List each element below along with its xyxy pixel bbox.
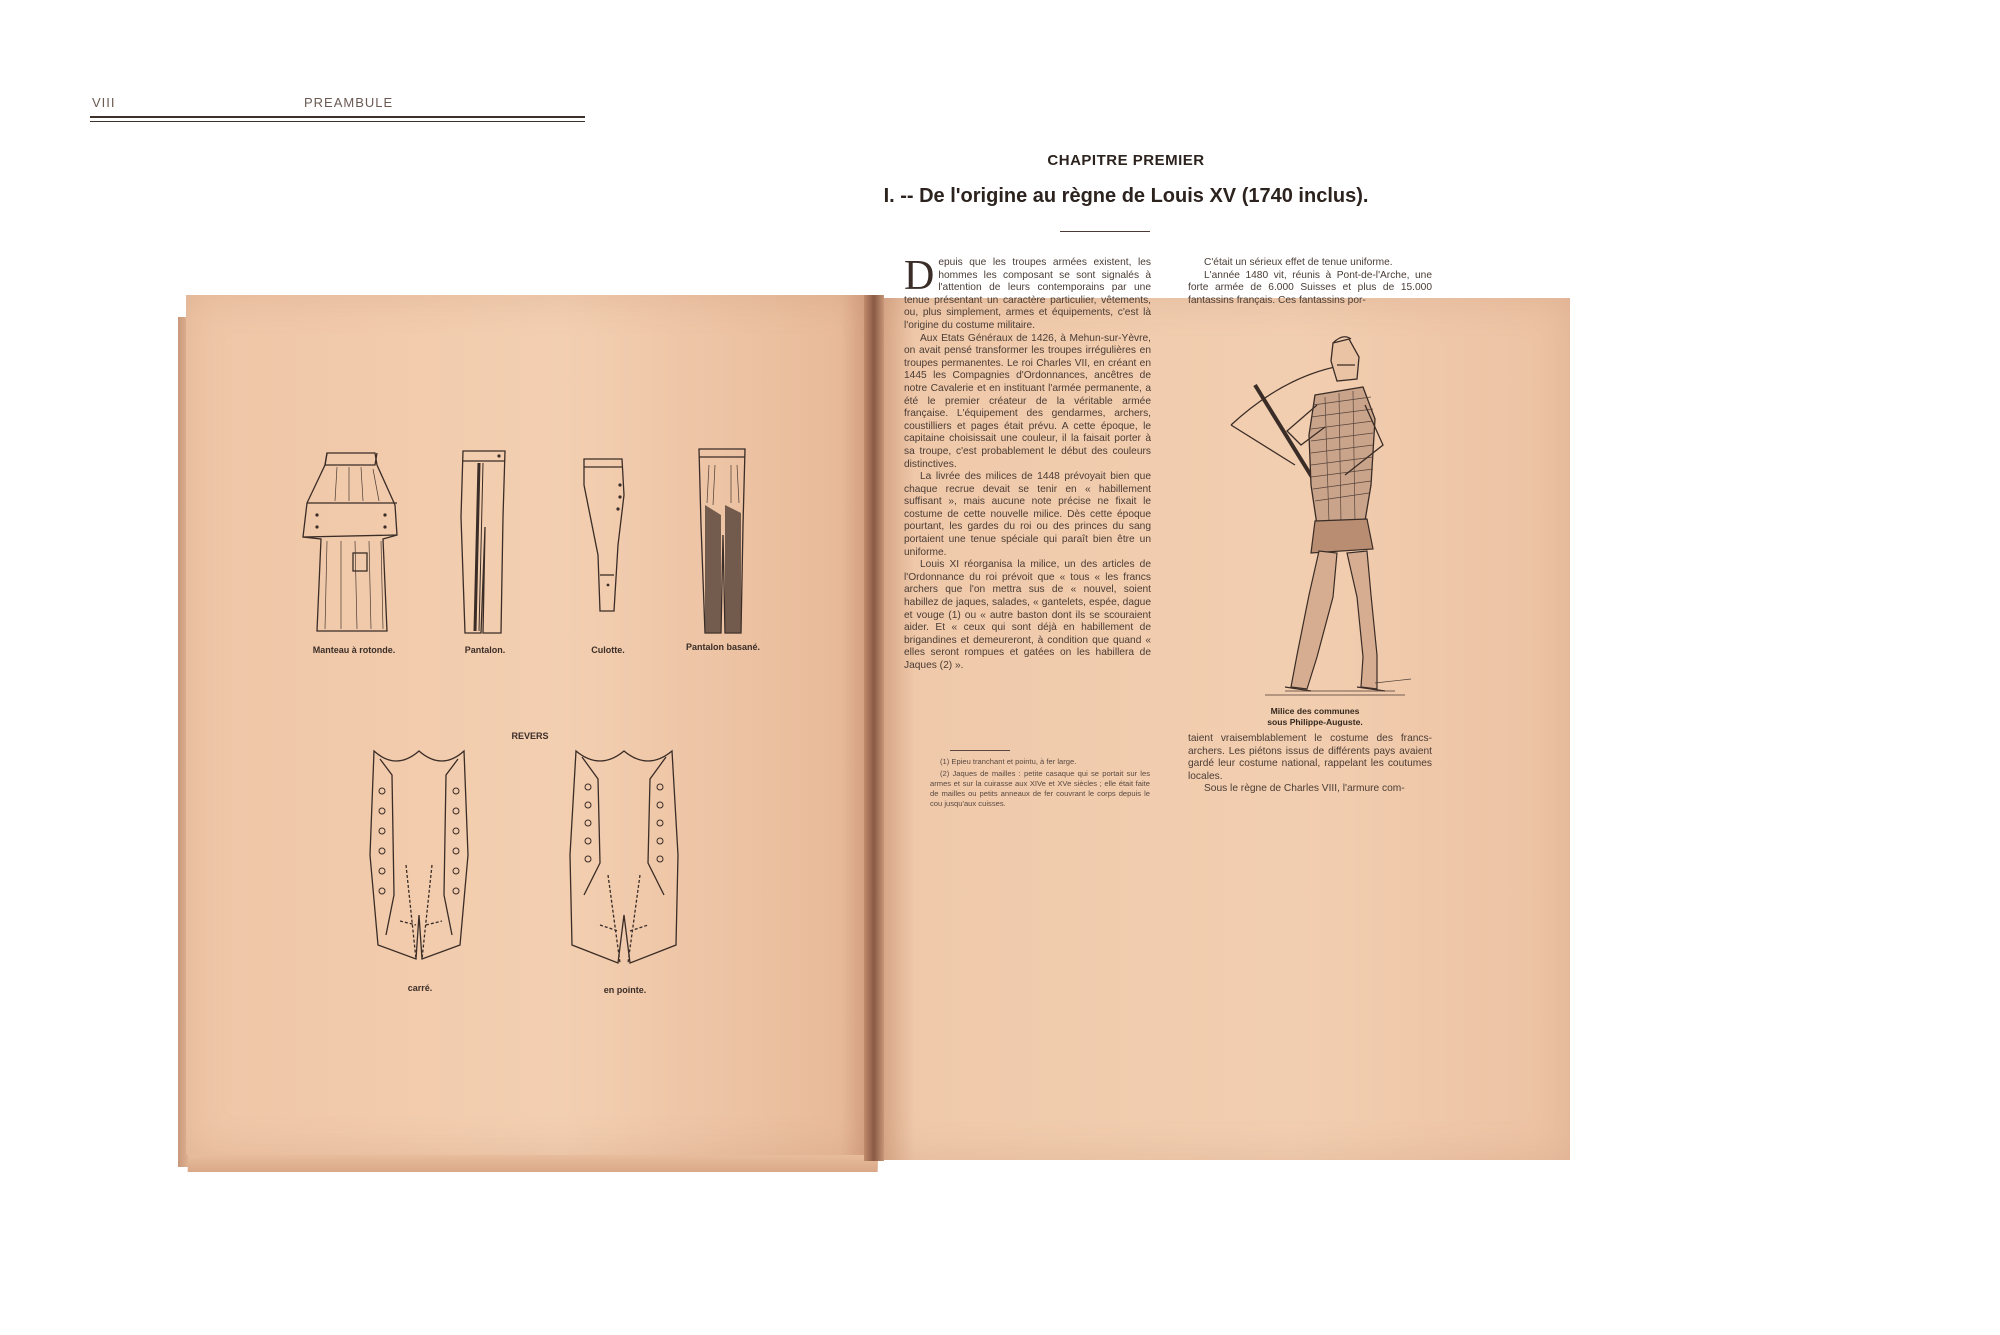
book-gutter [864, 295, 884, 1161]
figure-caption: Pantalon basané. [685, 642, 761, 652]
footnotes [930, 757, 1150, 811]
page-number: VIII [92, 95, 116, 110]
footnote: (2) Jaques de mailles : petite casaque qui se portait sur les armes et sur la cuirasse aux XIVe et XVe siècles ; elle était faite de mailles ou petits anneaux de fer couvrant le corps depuis le cou jusqu'aux cuisses. [930, 769, 1150, 808]
illustration-caption [1220, 706, 1410, 728]
text-column-1 [904, 253, 1151, 673]
header-rule [90, 116, 585, 118]
paragraph: La livrée des milices de 1448 prévoyait bien que chaque recrue devait se tenir en « habillement suffisant », mais aucune note précise ne fixait le costume de cette nouvelle milice. Dès cette époque pourtant, les gardes du roi ou des princes du sang portaient une tenue spéciale qui paraît bien être un uniforme. [904, 471, 1151, 558]
caption-line: Milice des communes [1270, 706, 1360, 716]
paragraph: epuis que les troupes armées existent, les hommes les composant se sont signalés à l'attention de leurs contemporains par une tenue présentant un caractère particulier, vêtements, ou, plus simplement, armes et équipements, c'est là l'origine du costume militaire. [904, 257, 1151, 331]
paragraph: C'était un sérieux effet de tenue uniforme. [1204, 257, 1393, 268]
paragraph: Sous le règne de Charles VIII, l'armure com- [1204, 783, 1405, 795]
figure-caption: carré. [407, 983, 433, 993]
running-title: PREAMBULE [304, 95, 394, 110]
running-head [92, 95, 582, 115]
breeches-drawing-icon [578, 455, 633, 615]
paragraph: taient vraisemblablement le costume des francs-archers. Les piétons issus de différents pays avaient gardé leur costume national, rappelant les coutumes locales. [1188, 733, 1432, 782]
trousers-drawing-icon [455, 447, 515, 637]
drop-cap: D [904, 253, 935, 299]
header-rule-thin [90, 121, 585, 122]
paragraph: Aux Etats Généraux de 1426, à Mehun-sur-Yèvre, on avait pensé transformer les troupes irrégulières en troupes permanentes. Le roi Charles VII, en créant en 1445 les Compagnies d'Ordonnances, ancêtres de notre Cavalerie et en instituant l'armée permanente, a été le premier créateur de la véritable armée française. L'équipement des gendarmes, archers, coustilliers et pages était prévu. A cette époque, le capitaine choisissait une couleur, il la faisait porter à sa troupe, c'est probablement le début des couleurs distinctives. [904, 332, 1151, 470]
square-lapel-drawing-icon [360, 745, 478, 960]
cloak-drawing-icon [297, 445, 407, 635]
paragraph: Louis XI réorganisa la milice, un des articles de l'Ordonnance du roi prévoit que « tous « les francs archers que l'on mettra sus de « nouvel, soient habillez de jaques, salades, « gantelets, espée, dague et vouge (1) ou « autre baston dont ils se scouraient aider. Et « ceux qui sont déjà en habillement de brigandines et demeureront, à condition que quand « elles seront rompues et gatées on les habillera de Jaques (2) ». [904, 559, 1151, 671]
paragraph: L'année 1480 vit, réunis à Pont-de-l'Arche, une forte armée de 6.000 Suisses et plus de 15.000 fantassins français. Ces fantassins por- [1188, 269, 1432, 306]
title-rule [1060, 231, 1150, 232]
footnote: (1) Epieu tranchant et pointu, à fer large. [940, 757, 1077, 766]
text-column-2 [1188, 257, 1432, 307]
caption-line: sous Philippe-Auguste. [1267, 717, 1363, 727]
figure-caption: Manteau à rotonde. [312, 645, 396, 655]
chapter-label: CHAPITRE PREMIER [1047, 152, 1205, 169]
figure-caption: en pointe. [603, 985, 647, 995]
crossbowman-engraving-icon [1225, 335, 1415, 700]
figure-caption: Pantalon. [464, 645, 506, 655]
leather-trousers-drawing-icon [693, 445, 753, 637]
footnote-rule [950, 750, 1010, 751]
text-column-2-bottom [1188, 733, 1432, 796]
chapter-title: I. -- De l'origine au règne de Louis XV (1740 inclus). [883, 185, 1369, 207]
pointed-lapel-drawing-icon [560, 745, 688, 965]
left-page [186, 295, 868, 1155]
revers-heading: REVERS [511, 731, 549, 741]
figure-caption: Culotte. [591, 645, 625, 655]
